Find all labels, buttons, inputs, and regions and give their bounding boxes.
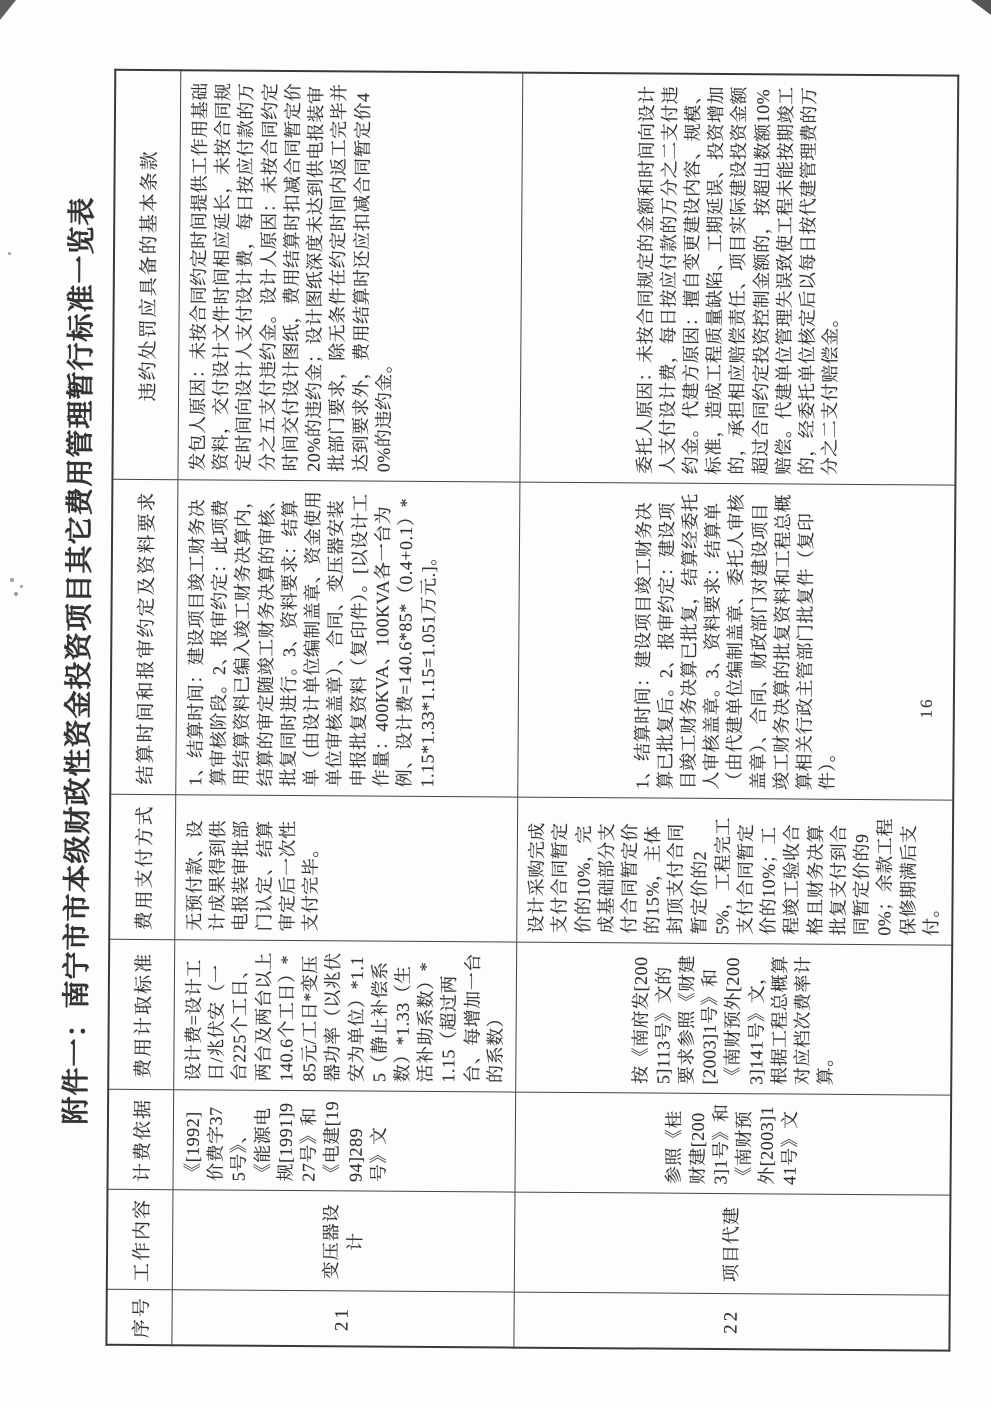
cell-work-content: 变压器设计 — [172, 1190, 515, 1292]
table-header-row — [106, 70, 180, 1345]
cell-settlement: 1、结算时间：建设项目竣工财务决算审核阶段。2、报审约定：此项费用结算资料已编入竣工财务决算内，结算的审定随竣工财务决算的审核、批复同时进行。3、资料要求：结算单（由设计单位编制盖章、资金使用单位审核盖章）、合同、变压器安装申报批复资料（复印件）。[以设计工作量：400KVA、100KVA各一台为例、设计费=140.6*85*（0.4+0.1）*1.15*1.33*1.15=1.051万元.]。 — [176, 480, 520, 797]
document-title: 附件一：南宁市市本级财政性资金投资项目其它费用管理暂行标准一览表 — [60, 196, 99, 1125]
cell-fee-standard: 设计费=设计工日/兆伏安（一台225个工日、两台及两台以上140.6个工日）*85元/工日*变压器功率（以兆伏安为单位）*1.15（静止补偿系数）*1.33（生活补助系数）*1.15（超过两台、每增加一台的系数） — [174, 940, 517, 1092]
cell-seq: 22 — [514, 1293, 950, 1351]
header-fee-standard: 费用计取标准 — [108, 940, 175, 1090]
header-work-content: 工作内容 — [107, 1190, 173, 1290]
table-row-21 — [172, 70, 523, 1347]
cell-breach-terms: 发包人原因：未按合同约定时间提供工作用基础资料，交付设计文件时间相应延长，未按合同规定时间向设计人支付设计费，每日按应付款的万分之五支付违约金。设计人原因：未按合同约定时间交付设计图纸，费用结算时扣减合同暂定价20%的违约金；设计图纸深度未达到供电报装审批部门要求，除无条件在约定时间内返工完毕并达到要求外，费用结算时还应扣减合同暂定价40%的违约金。 — [178, 70, 523, 482]
table-row-22 — [514, 73, 958, 1351]
header-settlement: 结算时间和报审约定及资料要求 — [110, 480, 178, 795]
header-seq: 序号 — [106, 1290, 172, 1345]
cell-seq: 21 — [172, 1290, 514, 1347]
cell-fee-standard: 按《南府发[2005]113号》文的要求参照《财建[2003]1号》和《南财预外[2003]141号》文，根据工程总概算对应档次费率计算。 — [516, 943, 952, 1096]
cell-payment-method: 无预付款、设计成果得到供电报装审批部门认定、结算审定后一次性支付完毕。 — [175, 795, 518, 942]
header-payment-method: 费用支付方式 — [109, 795, 176, 940]
cell-work-content: 项目代建 — [514, 1193, 950, 1296]
page-number: 16 — [916, 697, 936, 719]
fee-standards-table — [105, 69, 959, 1352]
cell-fee-basis: 《[1992]价费字375号》、《能源电规[1991]927号》和《电建[1994]289号》文 — [173, 1090, 516, 1192]
cell-fee-basis: 参照《桂财建[2003]1号》和《南财预外[2003]141号》文 — [515, 1093, 951, 1196]
header-fee-basis: 计费依据 — [107, 1090, 173, 1190]
cell-settlement: 1、结算时间：建设项目竣工财务决算已批复后。2、报审约定：建设项目竣工财务决算已批复，结算经委托人审核盖章。3、资料要求：结算单（由代建单位编制盖章、委托人审核盖章）、合同、财政部门对建设项目竣工财务决算的批复资料和工程总概算相关行政主管部门批复件（复印件）。 — [518, 483, 956, 801]
cell-payment-method: 设计采购完成支付合同暂定价的10%，完成基础部分支付合同暂定价的15%，主体封顶支付合同暂定价的25%，工程完工支付合同暂定价的10%；工程竣工验收合格且财务决算批复支付到合同暂定价的90%；余款工程保修期满后支付。 — [517, 798, 953, 946]
header-breach-terms: 违约处罚应具备的基本条款 — [112, 70, 180, 480]
cell-breach-terms: 委托人原因：未按合同规定的金额和时间向设计人支付设计费，每日按应付款的万分之二支付违约金。代建方原因：擅自变更建设内容、规模、标准，造成工程质量缺陷、工期延误、投资增加的，承担相应赔偿责任、项目实际建设投资金额超过合同约定投资控制金额的，按超出数额10%赔偿。代建单位管理失误致使工程未能按期竣工的，经委托单位核定后以每日按代建管理费的万分之二支付赔偿金。 — [520, 73, 958, 486]
